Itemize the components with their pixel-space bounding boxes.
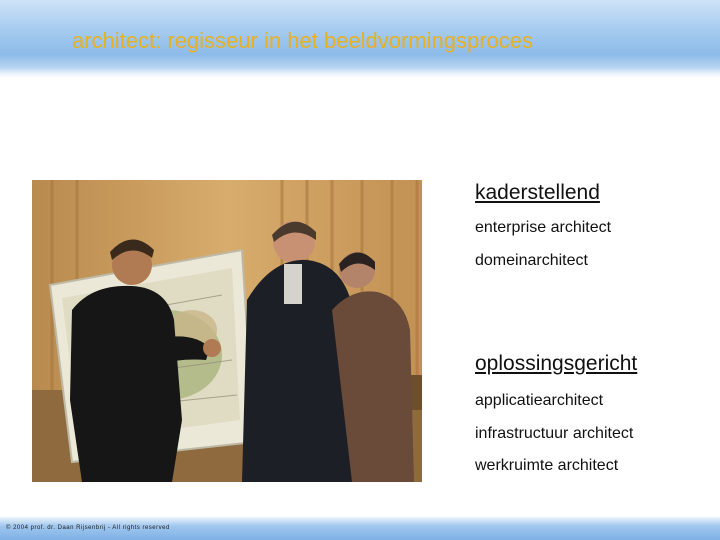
copyright-notice: © 2004 prof. dr. Daan Rijsenbrij - All rights reserved [6, 525, 170, 531]
list-item: infrastructuur architect [475, 425, 634, 442]
list-item: domeinarchitect [475, 252, 588, 269]
slide-title: architect: regisseur in het beeldvormingsproces [72, 28, 534, 53]
heading-kaderstellend: kaderstellend [475, 181, 600, 204]
heading-oplossingsgericht: oplossingsgericht [475, 352, 638, 375]
photo-architects-discussion [32, 180, 422, 482]
photo-illustration [32, 180, 422, 482]
list-item: enterprise architect [475, 219, 612, 236]
list-item: werkruimte architect [475, 457, 619, 474]
list-item: applicatiearchitect [475, 392, 604, 409]
